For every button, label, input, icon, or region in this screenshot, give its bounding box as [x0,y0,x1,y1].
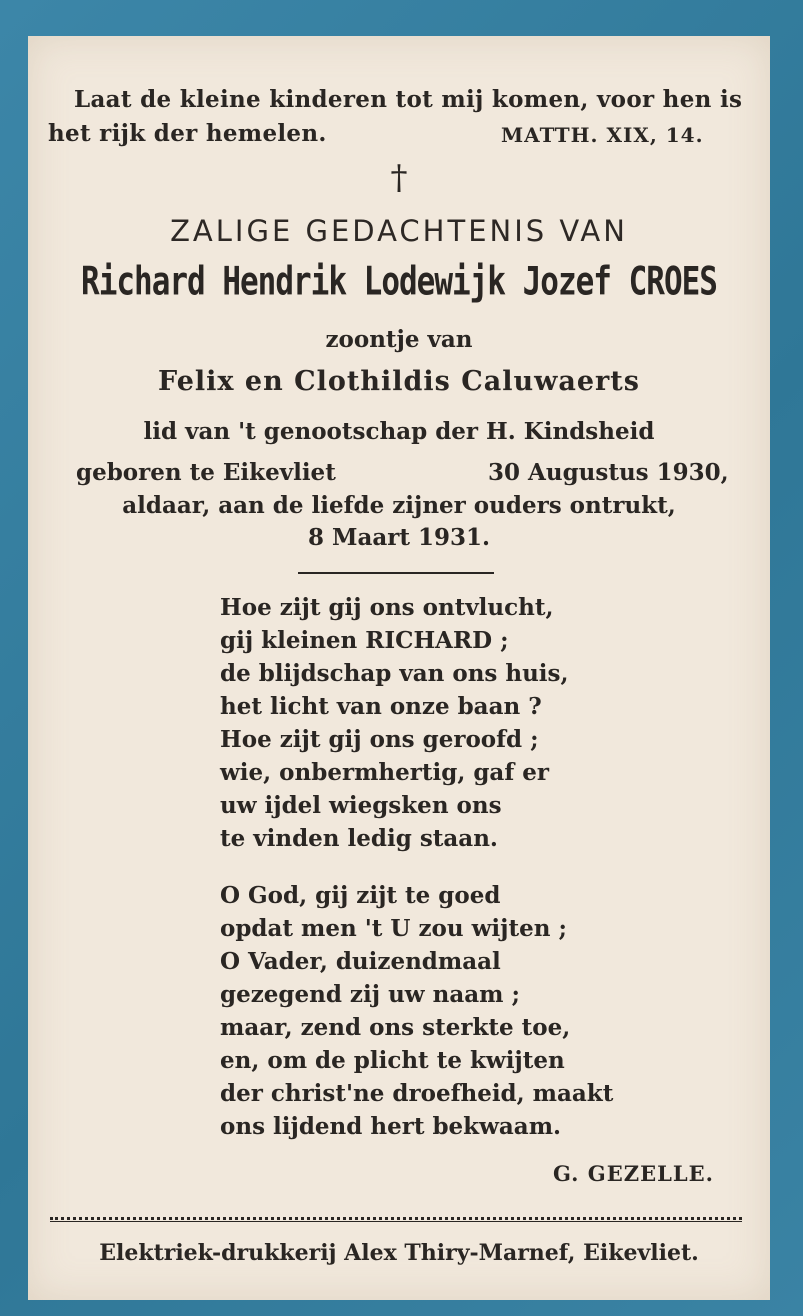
epigraph-reference: MATTH. XIX, 14. [501,123,704,147]
poem-line: Hoe zijt gij ons ontvlucht, [220,594,554,621]
birth-place: geboren te Eikevliet [76,459,336,486]
poem-line: de blijdschap van ons huis, [220,660,569,687]
death-text: aldaar, aan de liefde zijner ouders ontrukt, [122,492,676,519]
deceased-name: Richard Hendrik Lodewijk Jozef CROES [81,259,717,305]
memorial-heading: ZALIGE GEDACHTENIS VAN [170,214,628,248]
footer-dotted-rule [50,1217,742,1220]
death-date: 8 Maart 1931. [307,524,491,551]
printer-credit: Elektriek-drukkerij Alex Thiry-Marnef, Eikevliet. [99,1240,699,1266]
divider-rule [298,572,494,574]
parents-names: Felix en Clothildis Caluwaerts [158,366,640,397]
poem-line: te vinden ledig staan. [220,825,498,852]
memorial-card [28,36,770,1300]
birth-date: 30 Augustus 1930, [488,459,729,486]
epigraph-line-1: Laat de kleine kinderen tot mij komen, voor hen is [74,86,743,113]
poem-line: Hoe zijt gij ons geroofd ; [220,726,539,753]
poem-line: gij kleinen RICHARD ; [220,627,509,654]
poem-line: O God, gij zijt te goed [220,882,501,909]
footer-rule [50,1221,742,1222]
poem-line: maar, zend ons sterkte toe, [220,1014,571,1041]
cross-icon: † [390,158,408,198]
poem-line: uw ijdel wiegsken ons [220,792,502,819]
poem-line: gezegend zij uw naam ; [220,981,520,1008]
poem-line: der christ'ne droefheid, maakt [220,1080,614,1107]
poem-line: ons lijdend hert bekwaam. [220,1113,562,1140]
membership-text: lid van 't genootschap der H. Kindsheid [143,418,655,445]
relation-text: zoontje van [325,326,473,353]
poem-line: opdat men 't U zou wijten ; [220,915,567,942]
poem-line: en, om de plicht te kwijten [220,1047,565,1074]
poem-line: wie, onbermhertig, gaf er [220,759,549,786]
epigraph-line-2: het rijk der hemelen. [48,120,327,147]
poem-line: O Vader, duizendmaal [220,948,501,975]
poem-line: het licht van onze baan ? [220,693,542,720]
poem-author: G. GEZELLE. [553,1161,714,1186]
